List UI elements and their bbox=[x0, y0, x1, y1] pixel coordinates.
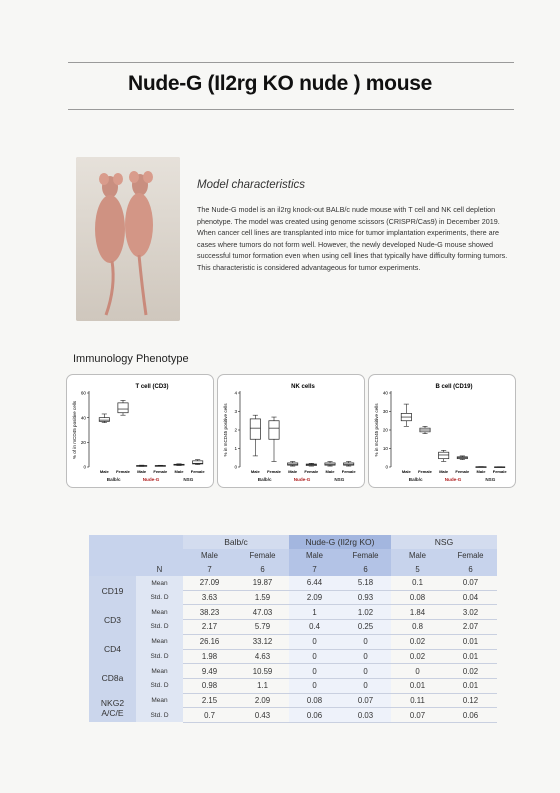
cell-mean: 9.49 bbox=[183, 664, 236, 679]
y-tick-label: 40 bbox=[382, 390, 388, 396]
table-row bbox=[89, 678, 497, 693]
cell-std: 0.03 bbox=[340, 708, 391, 723]
nk-chart bbox=[218, 375, 364, 487]
x-tick-label: Male bbox=[476, 469, 486, 474]
cell-mean: 47.03 bbox=[236, 605, 289, 620]
table-row bbox=[89, 605, 497, 620]
sex-header: Male bbox=[289, 549, 340, 563]
cell-mean: 10.59 bbox=[236, 664, 289, 679]
y-tick-label: 40 bbox=[80, 415, 86, 421]
box bbox=[439, 452, 449, 458]
y-axis-label: % in mCD45 positive cells bbox=[374, 403, 379, 457]
y-tick-label: 10 bbox=[382, 446, 388, 452]
y-tick-label: 0 bbox=[83, 464, 86, 470]
y-tick-label: 20 bbox=[382, 427, 388, 433]
cell-std: 0.93 bbox=[340, 590, 391, 605]
table-row bbox=[89, 634, 497, 649]
cell-std: 0 bbox=[289, 678, 340, 693]
cell-mean: 3.02 bbox=[444, 605, 497, 620]
y-tick-label: 30 bbox=[382, 409, 388, 415]
box bbox=[269, 421, 279, 440]
tcell-chart bbox=[67, 375, 213, 487]
group-label: Nude-G bbox=[142, 477, 160, 482]
x-tick-label: Female bbox=[190, 469, 205, 474]
n-value: 6 bbox=[340, 562, 391, 576]
cell-mean: 0 bbox=[391, 664, 444, 679]
mean-label: Mean bbox=[136, 634, 183, 649]
table-row bbox=[89, 649, 497, 664]
cell-std: 0.98 bbox=[183, 678, 236, 693]
page-title: Nude-G (Il2rg KO nude ) mouse bbox=[128, 72, 432, 95]
top-rule bbox=[68, 62, 514, 63]
cell-mean: 0 bbox=[340, 664, 391, 679]
cell-std: 0.7 bbox=[183, 708, 236, 723]
mean-label: Mean bbox=[136, 693, 183, 708]
cell-std: 2.07 bbox=[444, 620, 497, 635]
group-label: Balb/c bbox=[257, 477, 272, 482]
cell-std: 0.8 bbox=[391, 620, 444, 635]
cell-mean: 2.15 bbox=[183, 693, 236, 708]
chart-title: B cell (CD19) bbox=[435, 384, 473, 390]
group-label: Balb/c bbox=[106, 477, 121, 482]
bcell-chart bbox=[369, 375, 515, 487]
cell-mean: 1.84 bbox=[391, 605, 444, 620]
x-tick-label: Female bbox=[418, 469, 432, 474]
sex-header: Male bbox=[183, 549, 236, 563]
n-value: 6 bbox=[236, 562, 289, 576]
cell-mean: 0.11 bbox=[391, 693, 444, 708]
n-value: 5 bbox=[391, 562, 444, 576]
cell-std: 1.98 bbox=[183, 649, 236, 664]
cell-std: 0.43 bbox=[236, 708, 289, 723]
chart-title: NK cells bbox=[291, 384, 315, 390]
cell-std: 0 bbox=[289, 649, 340, 664]
y-tick-label: 4 bbox=[234, 390, 237, 396]
cell-std: 0 bbox=[340, 678, 391, 693]
marker-label: CD8a bbox=[89, 664, 136, 693]
cell-mean: 0.07 bbox=[340, 693, 391, 708]
sex-header: Male bbox=[391, 549, 444, 563]
cell-mean: 27.09 bbox=[183, 576, 236, 590]
title-rule bbox=[68, 109, 514, 110]
marker-label: CD3 bbox=[89, 605, 136, 634]
cell-std: 2.17 bbox=[183, 620, 236, 635]
cell-mean: 0.1 bbox=[391, 576, 444, 590]
cell-std: 5.79 bbox=[236, 620, 289, 635]
cell-std: 0.02 bbox=[391, 649, 444, 664]
cell-mean: 0.02 bbox=[391, 634, 444, 649]
x-tick-label: Female bbox=[267, 469, 281, 474]
marker-label: NKG2 A/C/E bbox=[89, 693, 136, 722]
y-tick-label: 1 bbox=[234, 446, 237, 452]
table-body bbox=[89, 576, 497, 722]
cell-mean: 0.07 bbox=[444, 576, 497, 590]
n-label: N bbox=[136, 562, 183, 576]
cell-mean: 0.12 bbox=[444, 693, 497, 708]
table-row bbox=[89, 693, 497, 708]
n-value: 6 bbox=[444, 562, 497, 576]
cell-mean: 0 bbox=[289, 634, 340, 649]
cell-std: 0.01 bbox=[444, 649, 497, 664]
y-tick-label: 3 bbox=[234, 409, 237, 415]
table-row bbox=[89, 664, 497, 679]
model-description: The Nude-G model is an il2rg knock-out BALB/c nude mouse with T cell and NK cell depletion phenotype. The model was created using genome scissors (CRISPR/Cas9) in December 2019. When cancer cell lines are transplanted into mice for tumor implantation experiments, there are cases where tumors do not form well. However, the newly developed Nude-G mouse showed successful tumor formation even when using cell lines that typically have difficulty forming tumors. This characteristic is considered advantageous for tumor experiments. bbox=[197, 205, 508, 272]
std-label: Std. D bbox=[136, 678, 183, 693]
x-tick-label: Male bbox=[250, 469, 260, 474]
y-axis-label: % of in mCD45 positive cells bbox=[72, 400, 77, 460]
mean-label: Mean bbox=[136, 576, 183, 590]
x-tick-label: Male bbox=[99, 469, 109, 474]
cell-std: 1.1 bbox=[236, 678, 289, 693]
cell-std: 0.25 bbox=[340, 620, 391, 635]
y-tick-label: 0 bbox=[385, 464, 388, 470]
cell-mean: 2.09 bbox=[236, 693, 289, 708]
y-axis-label: % in mCD45 positive cells bbox=[223, 403, 228, 457]
std-label: Std. D bbox=[136, 708, 183, 723]
cell-std: 1.59 bbox=[236, 590, 289, 605]
group-label: Balb/c bbox=[408, 477, 423, 482]
group-header-balbc: Balb/c bbox=[183, 535, 289, 549]
mean-label: Mean bbox=[136, 605, 183, 620]
table-row bbox=[89, 590, 497, 605]
group-label: Nude-G bbox=[293, 477, 311, 482]
chart-panel-bcell bbox=[368, 374, 516, 488]
n-value: 7 bbox=[289, 562, 340, 576]
cell-std: 0 bbox=[340, 649, 391, 664]
group-label: NSG bbox=[183, 477, 194, 482]
x-tick-label: Female bbox=[304, 469, 319, 474]
cell-std: 0.04 bbox=[444, 590, 497, 605]
box bbox=[99, 418, 109, 422]
cell-std: 0.01 bbox=[391, 678, 444, 693]
x-tick-label: Female bbox=[455, 469, 470, 474]
cell-mean: 1.02 bbox=[340, 605, 391, 620]
x-tick-label: Male bbox=[439, 469, 449, 474]
cell-mean: 0.02 bbox=[444, 664, 497, 679]
cell-mean: 6.44 bbox=[289, 576, 340, 590]
std-label: Std. D bbox=[136, 590, 183, 605]
chart-panel-nk bbox=[217, 374, 365, 488]
table-row bbox=[89, 576, 497, 590]
cell-mean: 26.16 bbox=[183, 634, 236, 649]
marker-label: CD4 bbox=[89, 634, 136, 663]
x-tick-label: Female bbox=[153, 469, 168, 474]
chart-panel-tcell bbox=[66, 374, 214, 488]
x-tick-label: Female bbox=[341, 469, 356, 474]
mean-label: Mean bbox=[136, 664, 183, 679]
x-tick-label: Male bbox=[288, 469, 298, 474]
group-header-nsg: NSG bbox=[391, 535, 497, 549]
cell-mean: 5.18 bbox=[340, 576, 391, 590]
group-label: Nude-G bbox=[444, 477, 462, 482]
y-tick-label: 20 bbox=[80, 439, 86, 445]
x-tick-label: Male bbox=[325, 469, 335, 474]
x-tick-label: Male bbox=[401, 469, 411, 474]
cell-std: 0.08 bbox=[391, 590, 444, 605]
group-label: NSG bbox=[485, 477, 496, 482]
std-label: Std. D bbox=[136, 649, 183, 664]
cell-mean: 0 bbox=[289, 664, 340, 679]
cell-std: 0.07 bbox=[391, 708, 444, 723]
chart-title: T cell (CD3) bbox=[135, 384, 169, 390]
table-row bbox=[89, 708, 497, 723]
cell-mean: 33.12 bbox=[236, 634, 289, 649]
group-header-nudeg: Nude-G (Il2rg KO) bbox=[289, 535, 391, 549]
cell-std: 0.4 bbox=[289, 620, 340, 635]
cell-std: 2.09 bbox=[289, 590, 340, 605]
cell-mean: 0.01 bbox=[444, 634, 497, 649]
cell-std: 0.01 bbox=[444, 678, 497, 693]
table-row bbox=[89, 620, 497, 635]
cell-std: 4.63 bbox=[236, 649, 289, 664]
box bbox=[118, 403, 128, 413]
x-tick-label: Male bbox=[137, 469, 147, 474]
marker-label: CD19 bbox=[89, 576, 136, 605]
cell-mean: 0.08 bbox=[289, 693, 340, 708]
immunology-table bbox=[89, 535, 497, 723]
y-tick-label: 60 bbox=[80, 390, 86, 396]
y-tick-label: 2 bbox=[234, 427, 237, 433]
sex-header: Female bbox=[444, 549, 497, 563]
model-heading: Model characteristics bbox=[197, 179, 306, 191]
cell-mean: 0 bbox=[340, 634, 391, 649]
box bbox=[250, 419, 260, 439]
x-tick-label: Female bbox=[116, 469, 130, 474]
group-label: NSG bbox=[334, 477, 345, 482]
cell-std: 0.06 bbox=[444, 708, 497, 723]
cell-mean: 19.87 bbox=[236, 576, 289, 590]
y-tick-label: 0 bbox=[234, 464, 237, 470]
cell-mean: 38.23 bbox=[183, 605, 236, 620]
immunology-heading: Immunology Phenotype bbox=[73, 353, 189, 365]
x-tick-label: Female bbox=[492, 469, 507, 474]
sex-header: Female bbox=[236, 549, 289, 563]
n-value: 7 bbox=[183, 562, 236, 576]
cell-std: 0.06 bbox=[289, 708, 340, 723]
std-label: Std. D bbox=[136, 620, 183, 635]
sex-header: Female bbox=[340, 549, 391, 563]
mouse-photo bbox=[76, 157, 180, 321]
cell-std: 3.63 bbox=[183, 590, 236, 605]
cell-mean: 1 bbox=[289, 605, 340, 620]
x-tick-label: Male bbox=[174, 469, 184, 474]
